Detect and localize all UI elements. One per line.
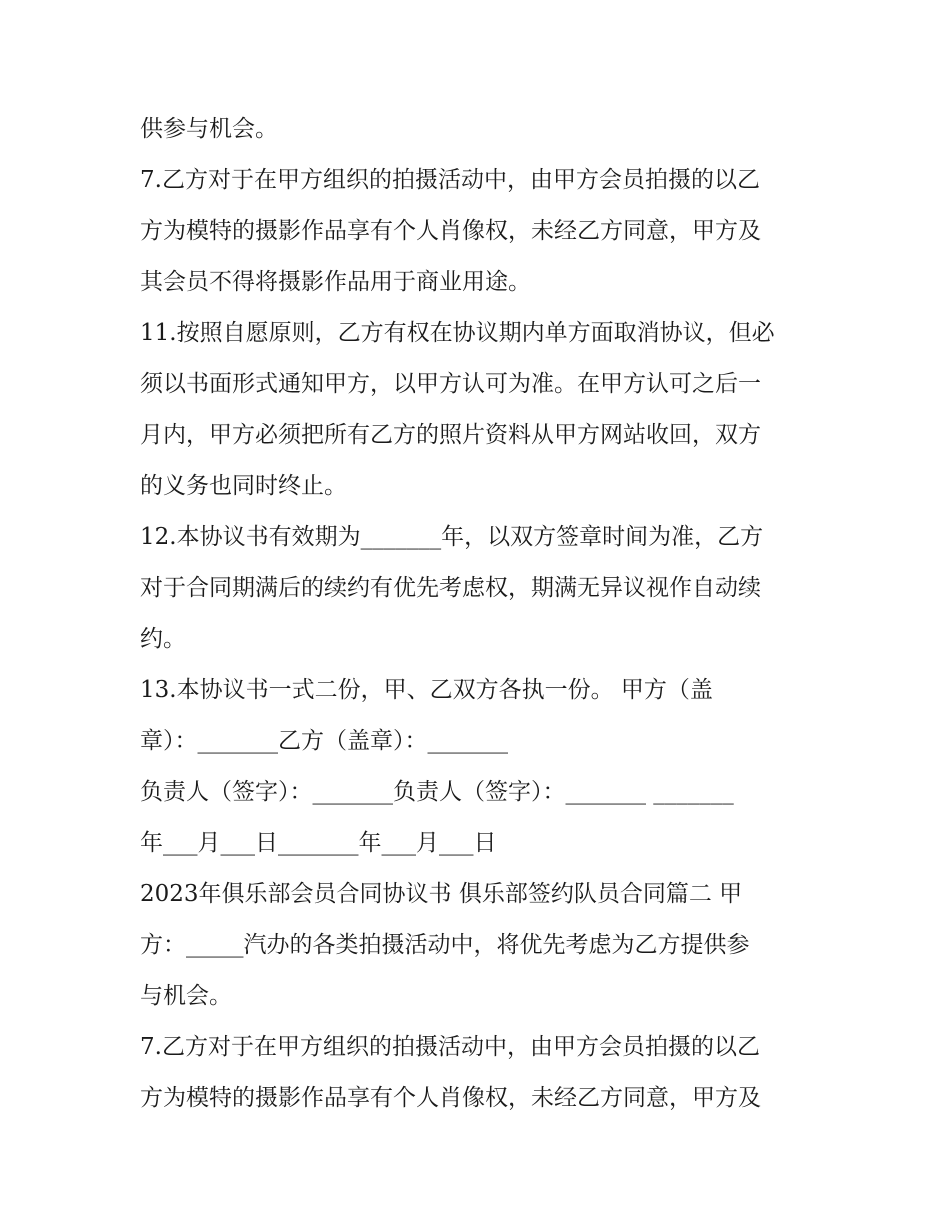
text-line: 方为模特的摄影作品享有个人肖像权，未经乙方同意，甲方及 <box>140 218 761 244</box>
text-line: 供参与机会。 <box>140 116 278 142</box>
text-line: 2023年俱乐部会员合同协议书 俱乐部签约队员合同篇二 甲 <box>140 881 743 907</box>
text-line: 方：_____汽办的各类拍摄活动中，将优先考虑为乙方提供参 <box>140 932 750 958</box>
text-line: 7.乙方对于在甲方组织的拍摄活动中，由甲方会员拍摄的以乙 <box>140 1034 760 1060</box>
text-line: 与机会。 <box>140 983 232 1009</box>
text-line: 对于合同期满后的续约有优先考虑权，期满无异议视作自动续 <box>140 575 761 601</box>
text-line: 须以书面形式通知甲方，以甲方认可为准。在甲方认可之后一 <box>140 371 761 397</box>
text-line: 13.本协议书一式二份，甲、乙双方各执一份。 甲方（盖 <box>140 677 713 703</box>
text-line: 月内，甲方必须把所有乙方的照片资料从甲方网站收回，双方 <box>140 422 761 448</box>
text-line: 其会员不得将摄影作品用于商业用途。 <box>140 269 531 295</box>
text-line: 年___月___日_______年___月___日 <box>140 830 497 856</box>
text-line: 负责人（签字）：_______负责人（签字）：_______ _______ <box>140 779 734 805</box>
text-line: 方为模特的摄影作品享有个人肖像权，未经乙方同意，甲方及 <box>140 1085 761 1111</box>
text-line: 12.本协议书有效期为_______年，以双方签章时间为准，乙方 <box>140 524 764 550</box>
text-line: 章）：_______乙方（盖章）：_______ <box>140 728 508 754</box>
text-line: 11.按照自愿原则，乙方有权在协议期内单方面取消协议，但必 <box>140 320 775 346</box>
text-line: 7.乙方对于在甲方组织的拍摄活动中，由甲方会员拍摄的以乙 <box>140 167 760 193</box>
text-line: 的义务也同时终止。 <box>140 473 347 499</box>
text-line: 约。 <box>140 626 186 652</box>
document-body <box>140 104 820 1124</box>
